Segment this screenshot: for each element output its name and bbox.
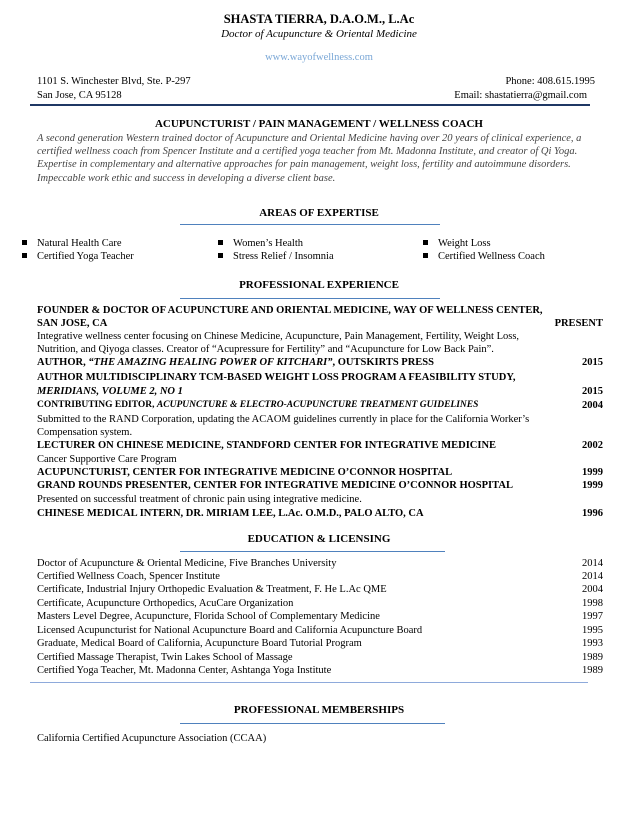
experience-line: Nutrition, and Qiyoga classes. Creator of “Acupressure for Fertility” and “Acupuncture for Low Back Pain”. (37, 344, 494, 355)
phone: Phone: 408.615.1995 (505, 76, 595, 87)
education-item: Graduate, Medical Board of California, Acupuncture Board Tutorial Program 1993 (37, 638, 603, 649)
memberships-heading: PROFESSIONAL MEMBERSHIPS (233, 704, 405, 716)
expertise-item: Natural Health Care (22, 238, 122, 249)
expertise-item: Certified Wellness Coach (423, 251, 545, 262)
expertise-item: Stress Relief / Insomnia (218, 251, 334, 262)
experience-line: LECTURER ON CHINESE MEDICINE, STANDFORD CENTER FOR INTEGRATIVE MEDICINE 2002 (37, 440, 603, 451)
experience-line: Compensation system. (37, 427, 133, 438)
education-item: Doctor of Acupuncture & Oriental Medicine, Five Branches University 2014 (37, 558, 603, 569)
experience-line: Integrative wellness center focusing on Chinese Medicine, Acupuncture, Pain Management, Fertility, Weight Loss, (37, 331, 520, 342)
experience-line: CHINESE MEDICAL INTERN, DR. MIRIAM LEE, L.Ac. O.M.D., PALO ALTO, CA 1996 (37, 508, 603, 519)
email: Email: shastatierra@gmail.com (454, 90, 587, 101)
bullet-icon (22, 253, 27, 258)
experience-line: MERIDIANS, VOLUME 2, NO 1 2015 (37, 386, 603, 397)
education-item: Certificate, Industrial Injury Orthopedic Evaluation & Treatment, F. He L.Ac QME 2004 (37, 584, 603, 595)
experience-line: AUTHOR MULTIDISCIPLINARY TCM-BASED WEIGHT LOSS PROGRAM A FEASIBILITY STUDY, (37, 372, 516, 383)
education-rule (180, 551, 445, 552)
experience-line: Submitted to the RAND Corporation, updating the ACAOM guidelines currently in place for the California Worker’s (37, 414, 530, 425)
experience-line: AUTHOR, “THE AMAZING HEALING POWER OF KITCHARI”, OUTSKIRTS PRESS 2015 (37, 357, 603, 368)
summary-text: A second generation Western trained doctor of Acupuncture and Oriental Medicine having over 20 years of clinical experience, a certified wellness coach from Spencer Institute and a certified yoga teacher from Mt. Madonna Institute, and creator of Qi Yoga. Expertise in complementary and alternative approaches for pain management, weight loss, fertility and autoimmune disorders. Impeccable work ethic and success in developing a diverse client base. (37, 133, 582, 184)
headline: ACUPUNCTURIST / PAIN MANAGEMENT / WELLNESS COACH (154, 118, 483, 130)
experience-line: ACUPUNCTURIST, CENTER FOR INTEGRATIVE MEDICINE O’CONNOR HOSPITAL 1999 (37, 467, 603, 478)
candidate-name: SHASTA TIERRA, D.A.O.M., L.Ac (223, 12, 415, 26)
address-line-1: 1101 S. Winchester Blvd, Ste. P-297 (37, 76, 191, 87)
education-item: Licensed Acupuncturist for National Acupuncture Board and California Acupuncture Board 1995 (37, 625, 603, 636)
address-line-2: San Jose, CA 95128 (37, 90, 122, 101)
expertise-rule (180, 224, 440, 225)
bullet-icon (423, 253, 428, 258)
experience-line: FOUNDER & DOCTOR OF ACUPUNCTURE AND ORIENTAL MEDICINE, WAY OF WELLNESS CENTER, (37, 305, 543, 316)
expertise-heading: AREAS OF EXPERTISE (259, 207, 379, 219)
education-divider (30, 682, 588, 683)
expertise-item: Certified Yoga Teacher (22, 251, 134, 262)
education-item: Certificate, Acupuncture Orthopedics, AcuCare Organization 1998 (37, 598, 603, 609)
experience-line: GRAND ROUNDS PRESENTER, CENTER FOR INTEGRATIVE MEDICINE O’CONNOR HOSPITAL 1999 (37, 480, 603, 491)
header-divider (30, 104, 590, 106)
bullet-icon (218, 253, 223, 258)
bullet-icon (22, 240, 27, 245)
expertise-item: Weight Loss (423, 238, 491, 249)
memberships-rule (180, 723, 445, 724)
experience-heading: PROFESSIONAL EXPERIENCE (239, 279, 399, 291)
bullet-icon (218, 240, 223, 245)
education-item: Certified Wellness Coach, Spencer Institute 2014 (37, 571, 603, 582)
experience-rule (180, 298, 440, 299)
bullet-icon (423, 240, 428, 245)
education-item: Certified Yoga Teacher, Mt. Madonna Center, Ashtanga Yoga Institute 1989 (37, 665, 603, 676)
membership-item: California Certified Acupuncture Association (CCAA) (37, 733, 267, 744)
experience-line: Cancer Supportive Care Program (37, 454, 177, 465)
website-link[interactable]: www.wayofwellness.com (265, 52, 373, 63)
experience-line: Presented on successful treatment of chronic pain using integrative medicine. (37, 494, 362, 505)
experience-line: CONTRIBUTING EDITOR, ACUPUNCTURE & ELECTRO-ACUPUNCTURE TREATMENT GUIDELINES 2004 (37, 400, 603, 411)
education-item: Certified Massage Therapist, Twin Lakes School of Massage 1989 (37, 652, 603, 663)
education-item: Masters Level Degree, Acupuncture, Florida School of Complementary Medicine 1997 (37, 611, 603, 622)
expertise-item: Women’s Health (218, 238, 303, 249)
education-heading: EDUCATION & LICENSING (247, 533, 391, 545)
experience-line: SAN JOSE, CA PRESENT (37, 318, 603, 329)
candidate-credential: Doctor of Acupuncture & Oriental Medicine (221, 28, 417, 40)
